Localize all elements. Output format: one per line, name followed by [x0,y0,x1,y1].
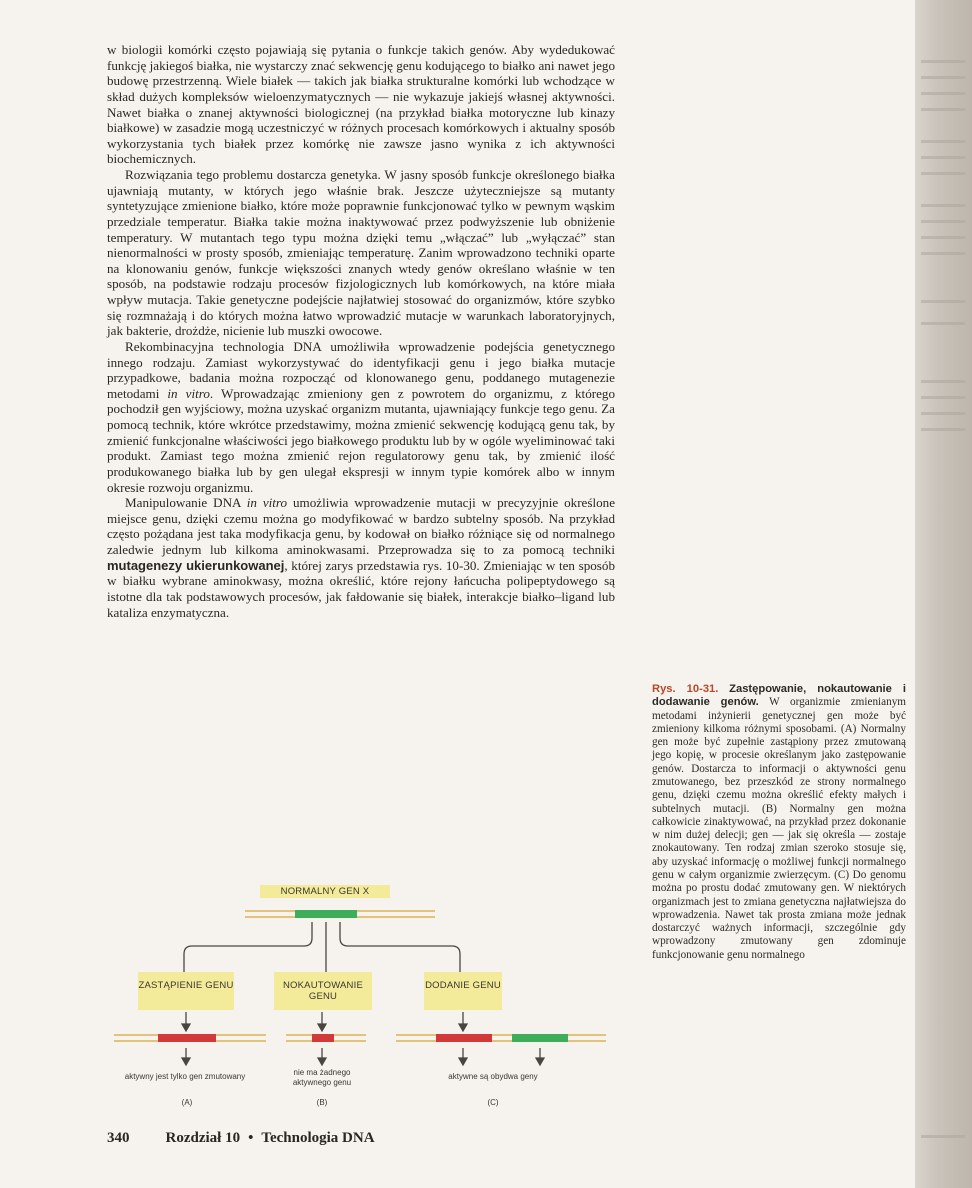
gene-replacement-label: ZASTĄPIENIE GENU [138,972,234,1010]
panel-tag-c: (C) [487,1098,499,1107]
key-term: mutagenezy ukierunkowanej [107,557,285,573]
gene-addition-label: DODANIE GENU [424,972,502,1010]
footer-bullet: • [248,1130,254,1146]
note-c: aktywne są obydwa geny [448,1072,538,1081]
note-b: nie ma żadnego aktywnego genu [292,1068,352,1087]
paragraph-1: w biologii komórki często pojawiają się pytania o funkcje takich genów. Aby wydedukować funkcję jakiegoś białka, nie wystarczy znać sekwencję genu kodującego to białko ani nawet jego budowę przestrzenną. Wiele białek — takich jak białka strukturalne komórki lub wchodzące w skład dużych kompleksów wieloenzymatycznych — nie wykazuje jakiejś własnej aktywności. Nawet białka o znanej aktywności biologicznej (na przykład białka motoryczne lub kinazy białkowe) w zasadzie mogą uczestniczyć w różnych procesach komórkowych i aktualny sposób wykorzystania tych białek przez komórkę nie zawsze jasno wynika z ich aktywności biochemicznych. [107,42,615,167]
branch-lines [184,922,460,972]
adjacent-page-edge [915,0,972,1188]
added-gene-dna [396,1034,606,1042]
page-number: 340 [107,1130,130,1146]
page-footer [107,1130,375,1147]
panel-tag-a: (A) [181,1098,193,1107]
chapter-label: Rozdział 10 [165,1130,241,1146]
gene-modification-figure [100,850,620,1140]
note-a: aktywny jest tylko gen zmutowany [124,1072,246,1081]
knocked-out-gene-dna [286,1034,366,1042]
panel-tag-b: (B) [316,1098,328,1107]
normal-gene-label: NORMALNY GEN X [260,885,390,898]
paragraph-3: Rekombinacyjna technologia DNA umożliwiła wprowadzenie podejścia genetycznego innego rodzaju. Zamiast wykorzystywać do identyfikacji genu i jego białka mutacje przypadkowe, badania można rozpocząć od klonowanego genu, poddanego mutagenezie metodami in vitro. Wprowadzając zmieniony gen z powrotem do organizmu, z którego pochodził gen wyjściowy, można uzyskać organizm mutanta, ujawniający funkcje tego genu. Za pomocą technik, które wkrótce przedstawimy, można zmienić sekwencję kodującą genu tak, by zmienić funkcjonalne właściwości jego białkowego produktu lub by w ogóle wyeliminować taki produkt. Zamiast tego można zmienić rejon regulatorowy genu tak, by zmienić ilość produkowanego białka lub by gen ulegał ekspresji w innym typie komórek albo w innym okresie rozwoju organizmu. [107,338,616,495]
main-body-text [107,42,615,620]
figure-caption [652,683,906,962]
figure-number: Rys. 10-31. [652,683,719,695]
normal-gene-x-dna [245,910,435,918]
paragraph-2: Rozwiązania tego problemu dostarcza genetyka. W jasny sposób funkcje określonego białka ujawniają mutanty, w których jego właśnie brak. Jeszcze użyteczniejsze są mutanty syntetyzujące zmienione białko, które może poprawnie funkcjonować tylko w pewnym wąskim przedziale temperatur. Białka takie można inaktywować przez podwyższenie lub obniżenie temperatury. W mutantach tego typu można dzięki temu „włączać” lub „wyłączać” stan nienormalności w prosty sposób, zmieniając temperaturę. Zanim wprowadzono techniki oparte na klonowaniu genów, funkcje większości znanych wtedy genów określano właśnie w ten sposób, na podstawie rodzaju procesów fizjologicznych lub komórkowych, na które miała wpływ mutacja. Takie genetyczne podejście najłatwiej stosować do organizmów, które szybko się rozmnażają i do których można łatwo wprowadzić mutacje w warunkach laboratoryjnych, jak bakterie, drożdże, nicienie lub muszki owocowe. [107,167,615,339]
caption-text: W organizmie zmienianym metodami inżynierii genetycznej gen może być zmieniony kilkoma różnymi sposobami. (A) Normalny gen może być zupełnie zastąpiony przez zmutowaną jego kopię, w procesie określanym jako zastępowanie genów. Dostarcza to informacji o aktywności genu zmutowanego, bez przeszkód ze strony normalnego genu, dzięki czemu można określić efekty małych i subtelnych mutacji. (B) Normalny gen można całkowicie zinaktywować, na przykład przez dokonanie w nim dużej delecji; gen — jak się określa — zostaje znokautowany. Ten rodzaj zmian szeroko stosuje się, aby uzyskać informację o możliwej funkcji normalnego genu w całym organizmie zwierzęcym. (C) Do genomu można po prostu dodać zmutowany gen. W niektórych organizmach jest to zmiana genetyczna najłatwiejsza do wprowadzenia. Nawet tak prosta zmiana może jednak dostarczyć ważnych informacji, szczególnie gdy wprowadzony zmutowany gen zdominuje funkcjonowanie genu normalnego [652,696,906,961]
chapter-title: Technologia DNA [261,1130,375,1146]
gene-knockout-label: NOKAUTOWANIE GENU [274,972,372,1010]
figure-title: Zastępowanie, nokautowanie i dodawanie genów. [652,683,907,709]
replaced-gene-dna [114,1034,266,1042]
paragraph-4: Manipulowanie DNA in vitro umożliwia wprowadzenie mutacji w precyzyjnie określone miejsce genu, dzięki czemu można go modyfikować w bardzo subtelny sposób. Na przykład często pożądana jest taka modyfikacja genu, by kodował on białko różniące się od normalnego zaledwie jednym lub kilkoma aminokwasami. Przeprowadza się to za pomocą techniki mutagenezy ukierunkowanej, której zarys przedstawia rys. 10-30. Zmieniając w ten sposób w białku wybrane aminokwasy, można określić, które rejony łańcucha polipeptydowego są istotne dla tak podstawowych procesów, jak fałdowanie się białek, interakcje białko–ligand lub kataliza enzymatyczna. [107,495,616,620]
